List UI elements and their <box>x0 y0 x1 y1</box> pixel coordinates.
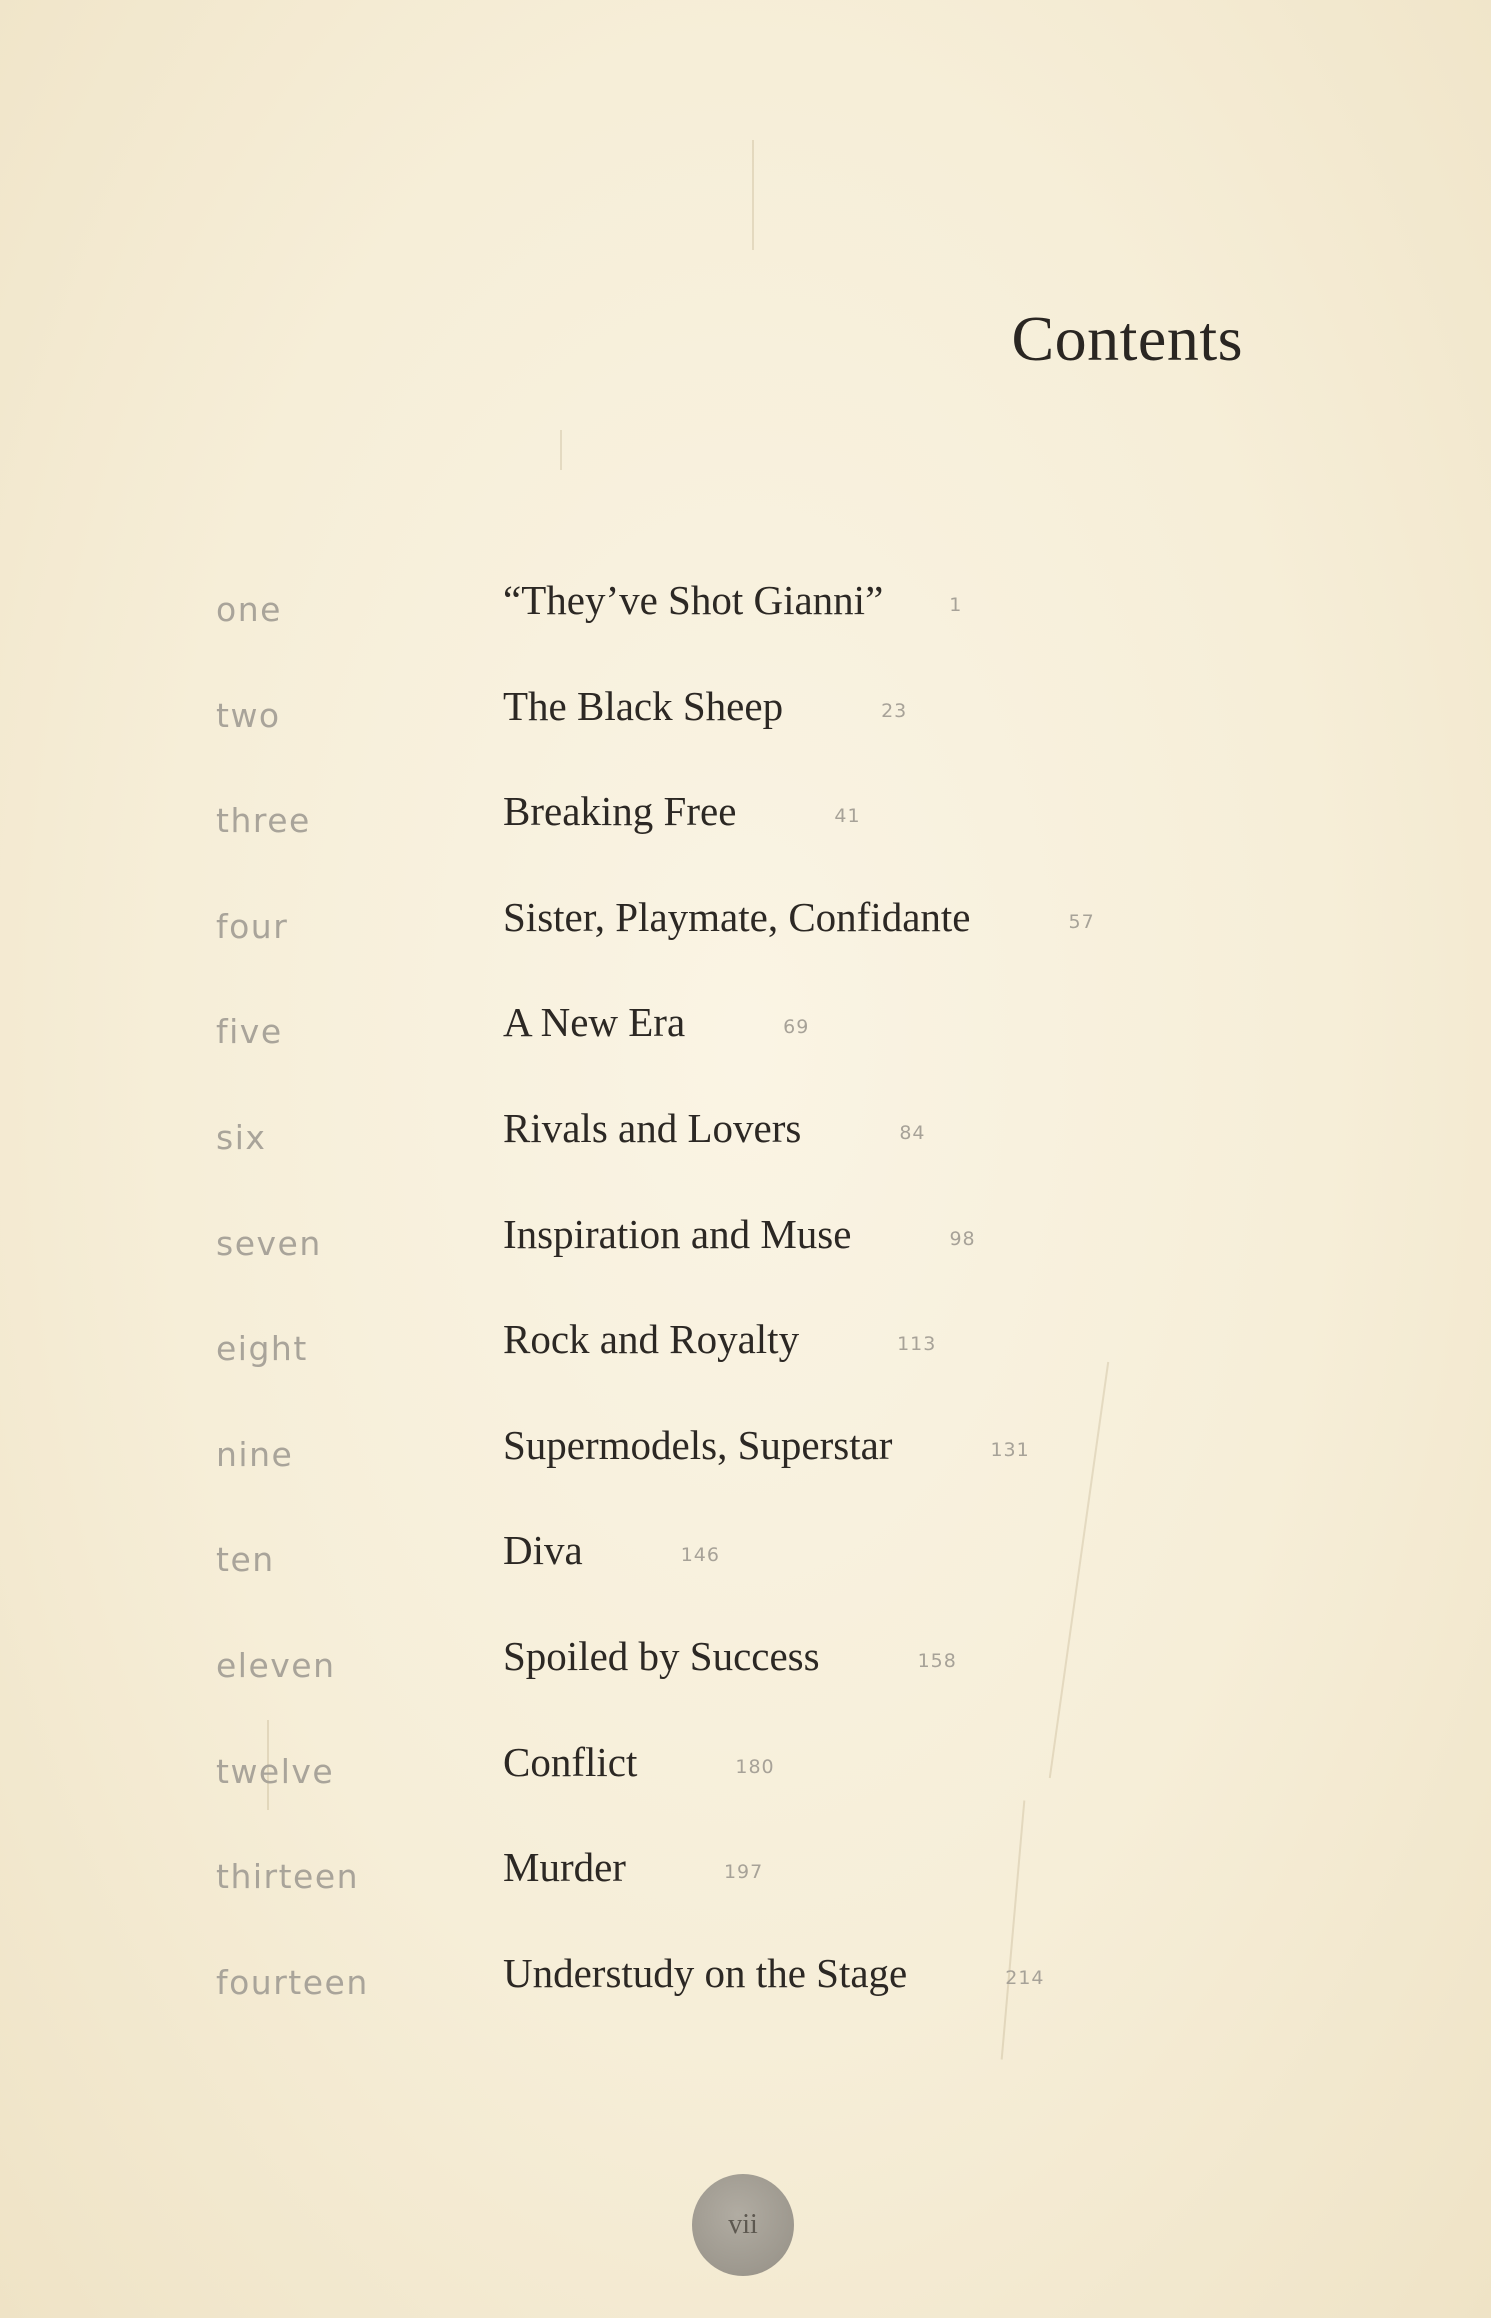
paper-scratch <box>560 430 562 470</box>
toc-row <box>0 566 1491 672</box>
chapter-page-number: 146 <box>680 1544 720 1567</box>
chapter-page-number: 214 <box>1005 1966 1045 1989</box>
chapter-entry[interactable] <box>503 1949 1045 1997</box>
chapter-number: seven <box>216 1223 322 1263</box>
toc-row <box>0 1516 1491 1622</box>
toc-row <box>0 1411 1491 1517</box>
chapter-entry[interactable] <box>503 1738 775 1786</box>
chapter-entry[interactable] <box>503 1632 957 1680</box>
chapter-entry[interactable] <box>503 576 962 624</box>
toc-row <box>0 1728 1491 1834</box>
chapter-title[interactable]: Diva <box>503 1527 583 1574</box>
chapter-entry[interactable] <box>503 1315 936 1363</box>
chapter-number: ten <box>216 1540 275 1580</box>
chapter-title[interactable]: Breaking Free <box>503 788 737 835</box>
chapter-title[interactable]: Rivals and Lovers <box>503 1104 802 1151</box>
chapter-page-number: 158 <box>917 1649 957 1672</box>
chapter-number: twelve <box>216 1751 335 1791</box>
chapter-number: fourteen <box>216 1962 369 2002</box>
page-title: Contents <box>1011 303 1243 374</box>
chapter-page-number: 1 <box>949 594 963 616</box>
paper-scratch <box>752 140 754 250</box>
chapter-number: thirteen <box>216 1857 360 1897</box>
chapter-entry[interactable] <box>503 893 1095 941</box>
folio-number: vii <box>728 2209 758 2240</box>
chapter-entry[interactable] <box>503 1210 976 1258</box>
chapter-number: five <box>216 1012 283 1052</box>
chapter-title[interactable]: “They’ve Shot Gianni” <box>503 577 884 623</box>
chapter-title[interactable]: Supermodels, Superstar <box>503 1421 893 1468</box>
chapter-entry[interactable] <box>503 998 809 1046</box>
chapter-page-number: 131 <box>990 1438 1030 1461</box>
chapter-page-number: 180 <box>735 1755 775 1778</box>
chapter-title[interactable]: Understudy on the Stage <box>503 1949 908 1996</box>
toc-row <box>0 777 1491 883</box>
chapter-page-number: 98 <box>949 1227 976 1250</box>
toc-row <box>0 1833 1491 1939</box>
toc-row <box>0 883 1491 989</box>
chapter-entry[interactable] <box>503 682 907 730</box>
chapter-number: one <box>216 590 282 629</box>
chapter-page-number: 113 <box>897 1333 937 1356</box>
toc-row <box>0 1094 1491 1200</box>
chapter-title[interactable]: Inspiration and Muse <box>503 1210 852 1257</box>
chapter-number: six <box>216 1117 267 1157</box>
chapter-title[interactable]: Rock and Royalty <box>503 1316 800 1363</box>
chapter-number: two <box>216 695 281 735</box>
chapter-page-number: 69 <box>783 1016 810 1039</box>
chapter-number: eleven <box>216 1645 336 1685</box>
chapter-page-number: 197 <box>723 1861 764 1884</box>
chapter-number: four <box>216 906 289 946</box>
chapter-title[interactable]: Murder <box>503 1844 626 1891</box>
toc-row <box>0 1200 1491 1306</box>
chapter-title[interactable]: A New Era <box>503 999 686 1046</box>
toc-row <box>0 1305 1491 1411</box>
chapter-page-number: 23 <box>881 699 908 722</box>
chapter-page-number: 41 <box>834 805 861 828</box>
chapter-entry[interactable] <box>503 1843 763 1891</box>
chapter-page-number: 84 <box>899 1121 926 1144</box>
chapter-entry[interactable] <box>503 1104 926 1152</box>
toc-row <box>0 988 1491 1094</box>
chapter-entry[interactable] <box>503 787 861 835</box>
chapter-title[interactable]: Conflict <box>503 1738 638 1785</box>
table-of-contents <box>0 566 1491 2044</box>
chapter-title[interactable]: Spoiled by Success <box>503 1632 820 1679</box>
chapter-entry[interactable] <box>503 1526 720 1574</box>
chapter-title[interactable]: Sister, Playmate, Confidante <box>503 893 971 940</box>
chapter-title[interactable]: The Black Sheep <box>503 682 784 729</box>
toc-row <box>0 672 1491 778</box>
toc-row <box>0 1622 1491 1728</box>
chapter-number: three <box>216 801 311 841</box>
chapter-page-number: 57 <box>1068 910 1095 933</box>
page-number-badge <box>692 2174 794 2276</box>
toc-row <box>0 1939 1491 2045</box>
chapter-number: nine <box>216 1434 294 1474</box>
chapter-number: eight <box>216 1329 308 1369</box>
chapter-entry[interactable] <box>503 1421 1030 1469</box>
